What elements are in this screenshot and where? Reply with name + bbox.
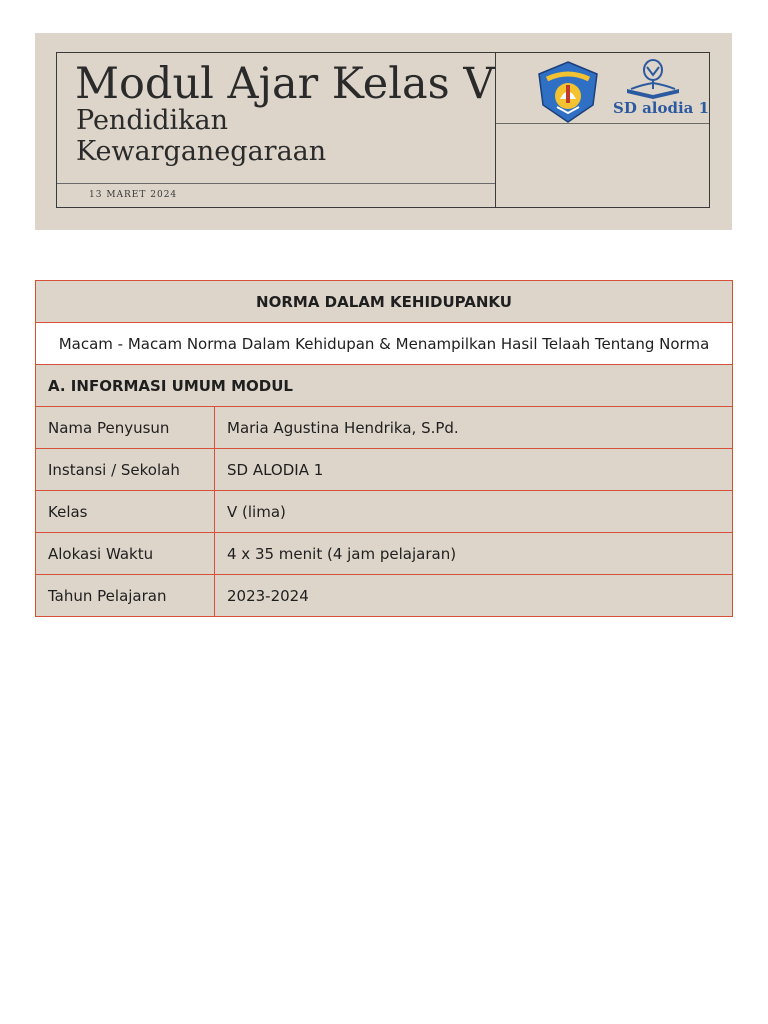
- row-label: Alokasi Waktu: [36, 533, 215, 575]
- frame-divider: [495, 53, 496, 207]
- row-value: 2023-2024: [215, 575, 733, 617]
- row-label: Instansi / Sekolah: [36, 449, 215, 491]
- table-row: [36, 491, 733, 533]
- school-logo-text: SD alodia 1: [613, 99, 710, 117]
- row-label: Kelas: [36, 491, 215, 533]
- table-title-row: [36, 281, 733, 323]
- row-value: V (lima): [215, 491, 733, 533]
- row-label: Tahun Pelajaran: [36, 575, 215, 617]
- row-value: 4 x 35 menit (4 jam pelajaran): [215, 533, 733, 575]
- school-logo: [613, 59, 710, 121]
- header-banner: [35, 33, 732, 230]
- school-emblem-icon: [613, 59, 693, 101]
- table-row: [36, 449, 733, 491]
- row-value: SD ALODIA 1: [215, 449, 733, 491]
- table-row: [36, 575, 733, 617]
- table-subtitle-row: [36, 323, 733, 365]
- page-title: Modul Ajar Kelas V: [75, 59, 495, 109]
- tut-wuri-handayani-logo: [533, 59, 603, 125]
- document-date: 13 MARET 2024: [89, 190, 178, 200]
- section-heading-row: [36, 365, 733, 407]
- module-info-table: [35, 280, 733, 617]
- table-subtitle: Macam - Macam Norma Dalam Kehidupan & Menampilkan Hasil Telaah Tentang Norma: [36, 323, 733, 365]
- table-row: [36, 533, 733, 575]
- date-divider: [57, 183, 495, 184]
- table-row: [36, 407, 733, 449]
- row-label: Nama Penyusun: [36, 407, 215, 449]
- header-frame: [56, 52, 710, 208]
- section-heading: A. INFORMASI UMUM MODUL: [36, 365, 733, 407]
- page-subtitle: Pendidikan Kewarganegaraan: [76, 105, 327, 167]
- table-title: NORMA DALAM KEHIDUPANKU: [36, 281, 733, 323]
- row-value: Maria Agustina Hendrika, S.Pd.: [215, 407, 733, 449]
